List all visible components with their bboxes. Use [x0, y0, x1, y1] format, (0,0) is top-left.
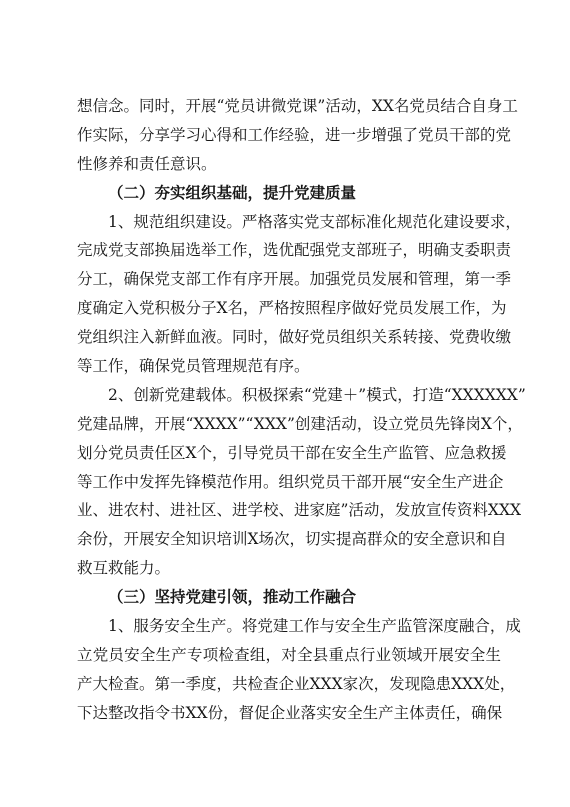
paragraph-line: 想信念。同时，开展“党员讲微党课”活动，XX名党员结合自身工	[77, 97, 518, 115]
paragraph-line: 作实际，分享学习心得和工作经验，进一步增强了党员干部的党	[77, 125, 512, 144]
paragraph-line: 完成党支部换届选举工作，选优配强党支部班子，明确支委职责	[77, 241, 512, 260]
paragraph-line: 2、创新党建载体。积极探索“党建＋”模式，打造“XXXXXX”	[108, 385, 526, 404]
section-heading: （二）夯实组织基础，提升党建质量	[108, 182, 357, 202]
paragraph-line: 下达整改指令书XX份，督促企业落实安全生产主体责任，确保	[77, 703, 503, 722]
paragraph-line: 立党员安全生产专项检查组，对全县重点行业领域开展安全生	[77, 645, 501, 664]
paragraph-line: 党建品牌，开展“XXXX”“XXX”创建活动，设立党员先锋岗X个，	[77, 414, 523, 433]
paragraph-line: 度确定入党积极分子X名，严格按照程序做好党员发展工作，为	[77, 299, 507, 318]
document-body	[77, 92, 526, 728]
paragraph-line: 划分党员责任区X个，引导党员干部在安全生产监管、应急救援	[77, 443, 507, 462]
paragraph-line: 等工作中发挥先锋模范作用。组织党员干部开展“安全生产进企	[77, 472, 504, 491]
paragraph-line: 救互救能力。	[77, 559, 171, 578]
paragraph-line: 产大检查。第一季度，共检查企业XXX家次，发现隐患XXX处，	[77, 674, 516, 693]
paragraph-line: 1、规范组织建设。严格落实党支部标准化规范化建设要求，	[108, 212, 521, 231]
section-heading: （三）坚持党建引领，推动工作融合	[108, 587, 357, 607]
paragraph-line: 党组织注入新鲜血液。同时，做好党员组织关系转接、党费收缴	[77, 328, 512, 347]
paragraph-line: 业、进农村、进社区、进学校、进家庭”活动，发放宣传资料XXX	[77, 501, 522, 520]
paragraph-line: 等工作，确保党员管理规范有序。	[77, 357, 310, 376]
paragraph-line: 余份，开展安全知识培训X场次，切实提高群众的安全意识和自	[77, 530, 507, 549]
paragraph-line: 性修养和责任意识。	[77, 154, 217, 173]
paragraph-line: 分工，确保党支部工作有序开展。加强党员发展和管理，第一季	[77, 270, 512, 289]
paragraph-line: 1、服务安全生产。将党建工作与安全生产监管深度融合，成	[108, 617, 521, 636]
